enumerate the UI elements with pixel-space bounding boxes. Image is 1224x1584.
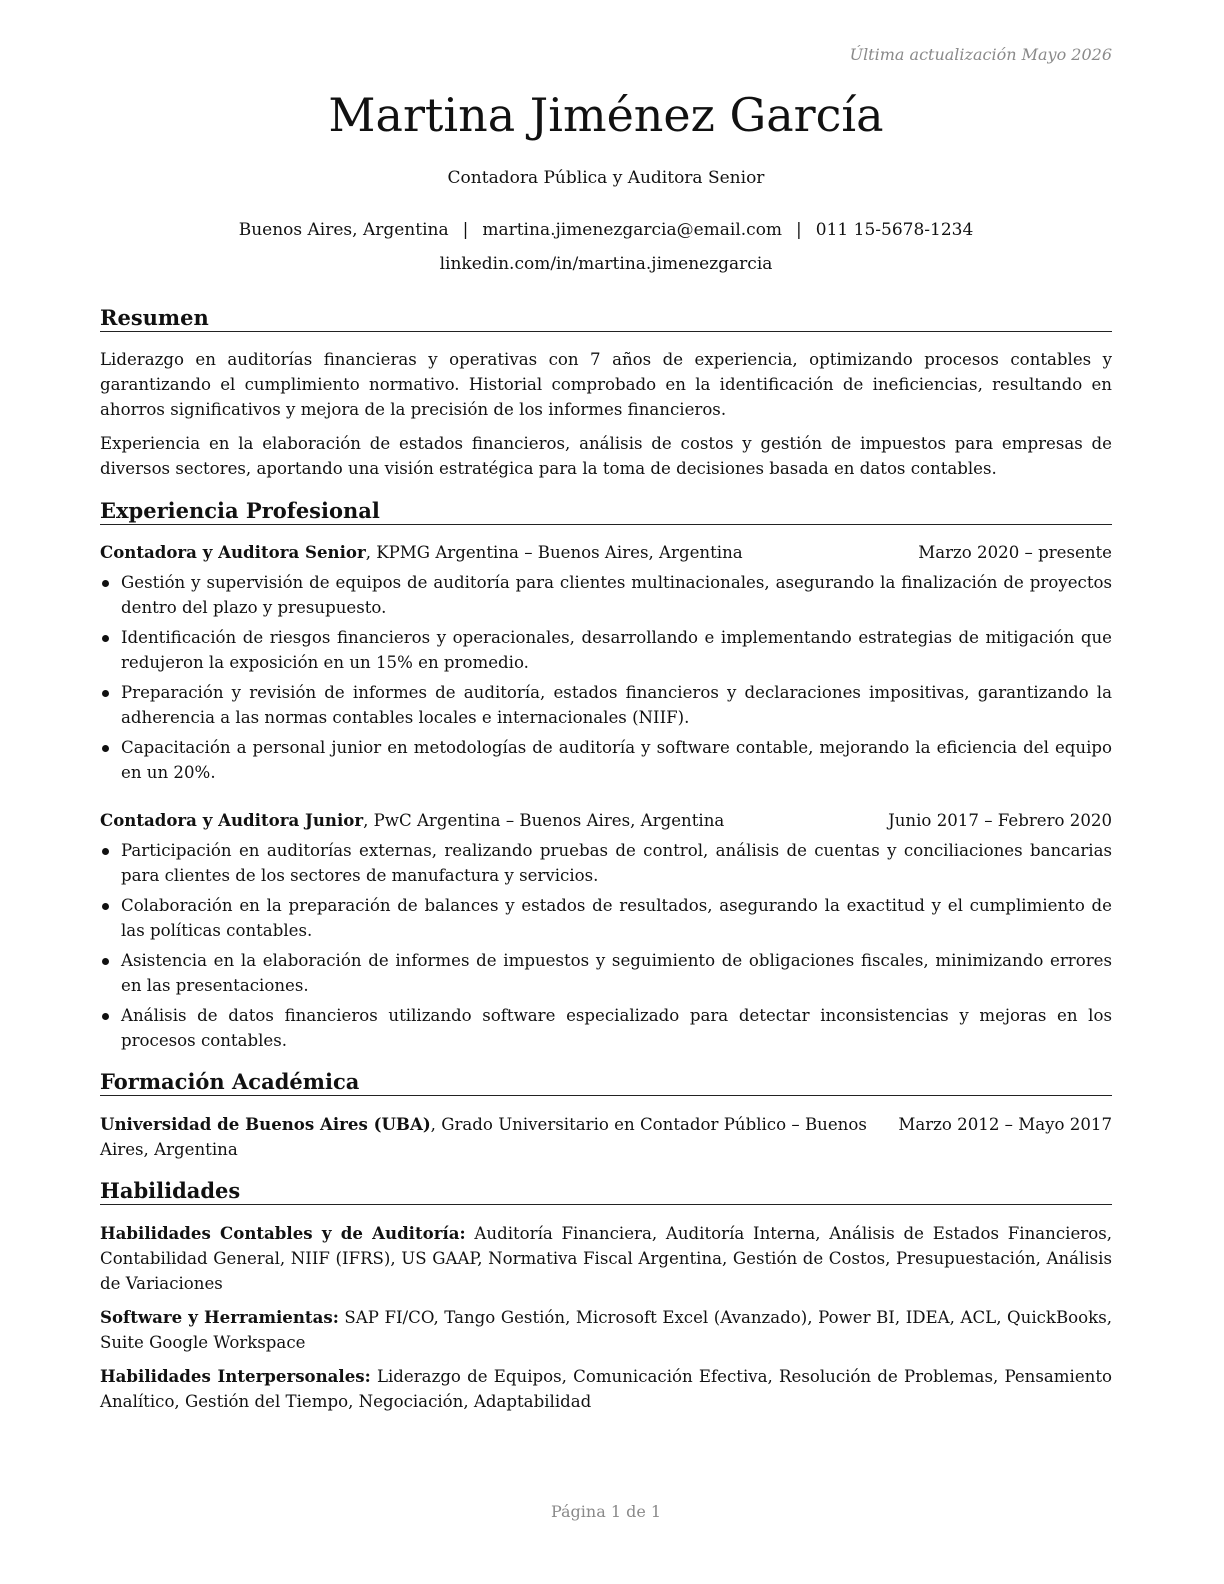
job-bullets xyxy=(100,838,1112,1058)
contact-separator: | xyxy=(796,220,802,240)
contact-phone: 011 15-5678-1234 xyxy=(815,220,974,240)
bullet-text: Gestión y supervisión de equipos de auditoría para clientes multinacionales, asegurando la finalización de proyectos dentro del plazo y presupuesto. xyxy=(121,573,1112,617)
education-entry xyxy=(100,1112,1112,1162)
list-item xyxy=(100,735,1112,785)
section-title-skills: Habilidades xyxy=(100,1178,1112,1205)
list-item xyxy=(100,570,1112,620)
candidate-name: Martina Jiménez García xyxy=(328,88,884,142)
bullet-icon xyxy=(102,1013,109,1020)
skill-label: Habilidades Contables y de Auditoría: xyxy=(100,1223,466,1243)
education-date: Marzo 2012 – Mayo 2017 xyxy=(898,1115,1112,1134)
education-institution: Universidad de Buenos Aires (UBA) xyxy=(100,1114,431,1134)
summary-paragraph: Liderazgo en auditorías financieras y operativas con 7 años de experiencia, optimizando procesos contables y garantizando el cumplimiento normativo. Historial comprobado en la identificación de ineficiencias, resultando en ahorros significativos y mejora de la precisión de los informes financieros. xyxy=(100,350,1112,419)
job-date: Marzo 2020 – presente xyxy=(918,543,1112,562)
list-item xyxy=(100,893,1112,943)
skill-group xyxy=(100,1305,1112,1355)
contact-email[interactable]: martina.jimenezgarcia@email.com xyxy=(482,220,783,240)
contact-location: Buenos Aires, Argentina xyxy=(238,220,449,240)
bullet-icon xyxy=(102,848,109,855)
skill-label: Software y Herramientas: xyxy=(100,1307,339,1327)
job-date: Junio 2017 – Febrero 2020 xyxy=(888,811,1112,830)
skill-label: Habilidades Interpersonales: xyxy=(100,1366,371,1386)
bullet-icon xyxy=(102,903,109,910)
skill-text: Liderazgo de Equipos, Comunicación Efectiva, Resolución de Problemas, Pensamiento Analítico, Gestión del Tiempo, Negociación, Adaptabilidad xyxy=(100,1367,1112,1411)
contact-line xyxy=(100,220,1112,240)
job-title: Contadora y Auditora Senior xyxy=(100,542,366,562)
education-degree: , Grado Universitario en Contador Público – Buenos Aires, Argentina xyxy=(100,1115,867,1159)
section-title-education: Formación Académica xyxy=(100,1069,1112,1096)
list-item xyxy=(100,680,1112,730)
page-number: Página 1 de 1 xyxy=(550,1502,662,1521)
job-company: , KPMG Argentina – Buenos Aires, Argentina xyxy=(365,543,743,562)
contact-separator: | xyxy=(462,220,469,240)
job-header xyxy=(100,808,1112,833)
job-company: , PwC Argentina – Buenos Aires, Argentina xyxy=(363,811,725,830)
contact-linkedin[interactable]: linkedin.com/in/martina.jimenezgarcia xyxy=(439,254,773,274)
bullet-text: Análisis de datos financieros utilizando software especializado para detectar inconsistencias y mejoras en los procesos contables. xyxy=(121,1006,1112,1050)
resume-page xyxy=(100,0,1112,1584)
list-item xyxy=(100,625,1112,675)
job-header xyxy=(100,540,1112,565)
skill-group xyxy=(100,1364,1112,1414)
bullet-text: Participación en auditorías externas, realizando pruebas de control, análisis de cuentas y conciliaciones bancarias para clientes de los sectores de manufactura y servicios. xyxy=(121,841,1112,885)
bullet-icon xyxy=(102,745,109,752)
bullet-text: Capacitación a personal junior en metodologías de auditoría y software contable, mejorando la eficiencia del equipo en un 20%. xyxy=(121,738,1112,782)
bullet-text: Colaboración en la preparación de balances y estados de resultados, asegurando la exactitud y el cumplimiento de las políticas contables. xyxy=(121,896,1112,940)
bullet-icon xyxy=(102,690,109,697)
skill-text: Auditoría Financiera, Auditoría Interna, Análisis de Estados Financieros, Contabilidad General, NIIF (IFRS), US GAAP, Normativa Fiscal Argentina, Gestión de Costos, Presupuestación, Análisis de Variaciones xyxy=(100,1224,1112,1293)
job-title: Contadora y Auditora Junior xyxy=(100,810,364,830)
bullet-icon xyxy=(102,635,109,642)
list-item xyxy=(100,838,1112,888)
skill-text: SAP FI/CO, Tango Gestión, Microsoft Excel (Avanzado), Power BI, IDEA, ACL, QuickBooks, Suite Google Workspace xyxy=(100,1308,1113,1352)
candidate-title: Contadora Pública y Auditora Senior xyxy=(447,168,765,188)
list-item xyxy=(100,1003,1112,1053)
bullet-text: Preparación y revisión de informes de auditoría, estados financieros y declaraciones impositivas, garantizando la adherencia a las normas contables locales e internacionales (NIIF). xyxy=(121,683,1112,727)
job-bullets xyxy=(100,570,1112,790)
bullet-text: Identificación de riesgos financieros y operacionales, desarrollando e implementando estrategias de mitigación que redujeron la exposición en un 15% en promedio. xyxy=(121,628,1112,672)
bullet-icon xyxy=(102,580,109,587)
list-item xyxy=(100,948,1112,998)
bullet-icon xyxy=(102,958,109,965)
last-updated: Última actualización Mayo 2026 xyxy=(849,45,1112,64)
skill-group xyxy=(100,1221,1112,1296)
section-title-experience: Experiencia Profesional xyxy=(100,498,1112,525)
section-title-summary: Resumen xyxy=(100,305,1112,332)
bullet-text: Asistencia en la elaboración de informes de impuestos y seguimiento de obligaciones fiscales, minimizando errores en las presentaciones. xyxy=(121,951,1112,995)
summary-paragraph: Experiencia en la elaboración de estados financieros, análisis de costos y gestión de impuestos para empresas de diversos sectores, aportando una visión estratégica para la toma de decisiones basada en datos contables. xyxy=(100,434,1112,478)
